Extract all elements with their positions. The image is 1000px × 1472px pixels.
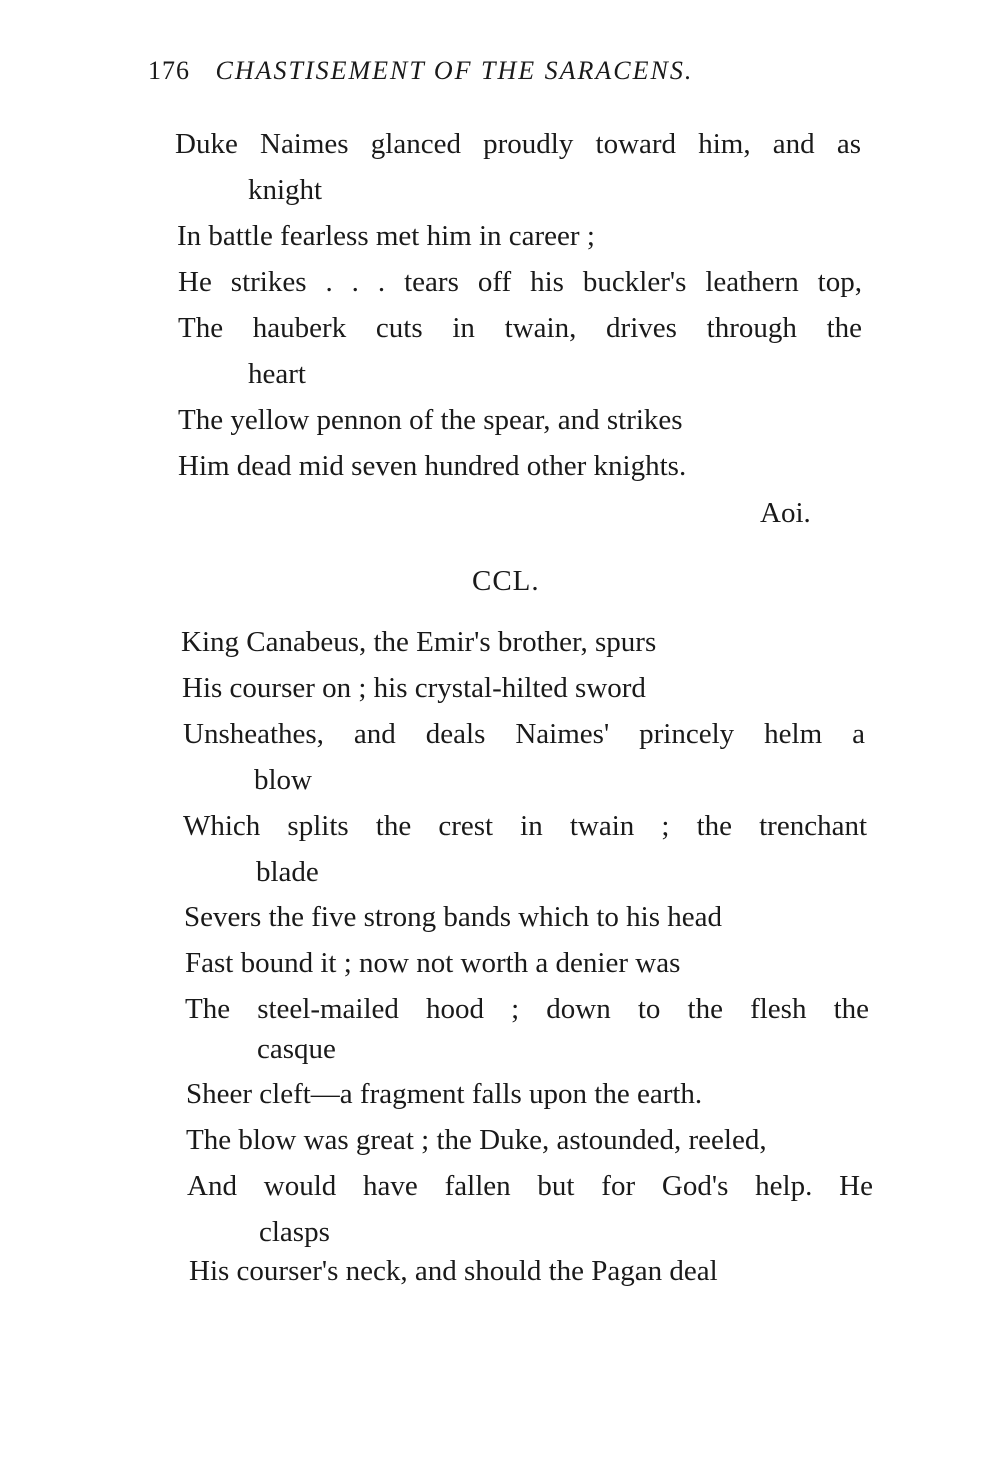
verse-line: And would have fallen but for God's help. He: [187, 1170, 873, 1202]
verse-line: In battle fearless met him in career ;: [177, 220, 595, 252]
verse-line: King Canabeus, the Emir's brother, spurs: [181, 626, 657, 658]
verse-line: The hauberk cuts in twain, drives through the: [178, 312, 862, 344]
verse-line: His courser's neck, and should the Pagan deal: [189, 1255, 718, 1287]
verse-line: Unsheathes, and deals Naimes' princely helm a: [183, 718, 865, 750]
aoi-refrain: Aoi.: [760, 497, 811, 529]
verse-line-continuation: knight: [248, 174, 323, 206]
verse-line-continuation: blade: [256, 856, 319, 888]
verse-line: Sheer cleft—a fragment falls upon the earth.: [186, 1078, 703, 1110]
verse-line: Which splits the crest in twain ; the trenchant: [183, 810, 867, 842]
page-number: 176: [148, 56, 190, 85]
verse-line: Duke Naimes glanced proudly toward him, and as: [175, 128, 861, 160]
verse-line-continuation: heart: [248, 358, 306, 390]
verse-line: Severs the five strong bands which to his head: [184, 901, 723, 933]
verse-line: Him dead mid seven hundred other knights.: [178, 450, 687, 482]
verse-line: The blow was great ; the Duke, astounded, reeled,: [186, 1124, 767, 1156]
verse-line-continuation: casque: [257, 1033, 336, 1065]
running-head-title: CHASTISEMENT OF THE SARACENS.: [215, 56, 694, 85]
verse-line: He strikes . . . tears off his buckler's leathern top,: [178, 266, 862, 298]
verse-line: His courser on ; his crystal-hilted sword: [182, 672, 646, 704]
verse-line: Fast bound it ; now not worth a denier was: [185, 947, 681, 979]
verse-line: The steel-mailed hood ; down to the flesh the: [185, 993, 869, 1025]
verse-line: The yellow pennon of the spear, and strikes: [178, 404, 683, 436]
verse-line-continuation: blow: [254, 764, 312, 796]
verse-line-continuation: clasps: [259, 1216, 330, 1248]
running-head: [148, 56, 693, 86]
section-heading: CCL.: [472, 565, 540, 597]
